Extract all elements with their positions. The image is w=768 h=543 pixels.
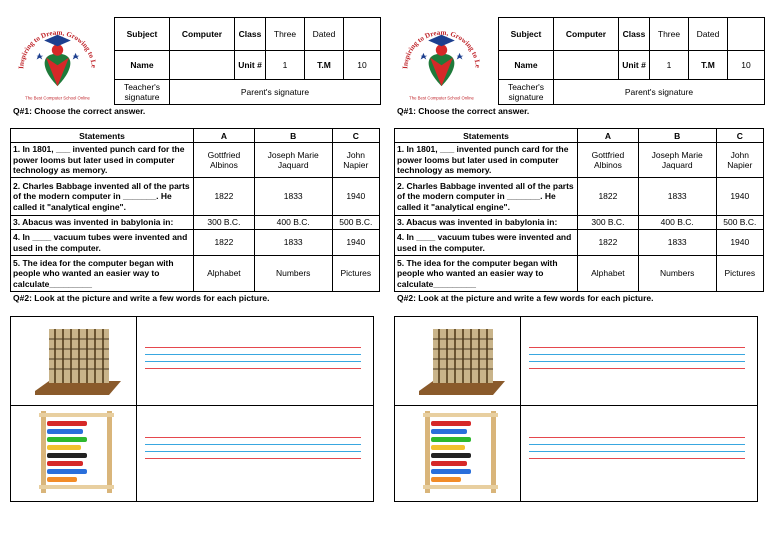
col-b: B bbox=[638, 129, 716, 143]
question-2-prompt: Q#2: Look at the picture and write a few words for each picture. bbox=[397, 293, 654, 303]
option-a[interactable]: Alphabet bbox=[194, 256, 255, 292]
divider bbox=[520, 317, 521, 501]
option-c[interactable]: Pictures bbox=[332, 256, 379, 292]
teacher-signature-label: Teacher's signature bbox=[115, 80, 170, 105]
table-row bbox=[395, 256, 764, 292]
col-c: C bbox=[332, 129, 379, 143]
name-value[interactable] bbox=[170, 51, 235, 80]
logo-tagline: The Best Computer School Online bbox=[409, 95, 474, 101]
table-row bbox=[11, 256, 380, 292]
question-1-prompt: Q#1: Choose the correct answer. bbox=[13, 106, 146, 116]
statement: 2. Charles Babbage invented all of the parts of the modern computer in _______. He called it "analytical engine". bbox=[395, 178, 578, 216]
option-a[interactable]: 1822 bbox=[578, 230, 639, 256]
name-label: Name bbox=[499, 51, 554, 80]
teacher-signature-label: Teacher's signature bbox=[499, 80, 554, 105]
option-a[interactable]: 300 B.C. bbox=[578, 216, 639, 230]
col-a: A bbox=[194, 129, 255, 143]
statement: 5. The idea for the computer began with people who wanted an easier way to calculate_________ bbox=[395, 256, 578, 292]
header-table bbox=[498, 17, 765, 105]
header-table bbox=[114, 17, 381, 105]
option-a[interactable]: 1822 bbox=[194, 230, 255, 256]
question-1-table bbox=[10, 128, 380, 292]
unit-value: 1 bbox=[266, 51, 305, 80]
dated-value[interactable] bbox=[344, 18, 381, 51]
class-value: Three bbox=[266, 18, 305, 51]
table-row bbox=[11, 230, 380, 256]
divider bbox=[136, 317, 137, 501]
option-a[interactable]: Gottfried Albinos bbox=[194, 143, 255, 178]
class-value: Three bbox=[650, 18, 689, 51]
worksheet-right bbox=[394, 0, 766, 543]
option-b[interactable]: 1833 bbox=[638, 178, 716, 216]
difference-engine-image bbox=[413, 321, 509, 401]
unit-label: Unit # bbox=[235, 51, 266, 80]
writing-lines-2[interactable] bbox=[529, 437, 745, 465]
option-c[interactable]: John Napier bbox=[716, 143, 763, 178]
option-c[interactable]: 1940 bbox=[716, 178, 763, 216]
school-logo bbox=[10, 12, 105, 107]
option-c[interactable]: 1940 bbox=[332, 230, 379, 256]
class-label: Class bbox=[619, 18, 650, 51]
option-c[interactable]: John Napier bbox=[332, 143, 379, 178]
picture-writing-box bbox=[394, 316, 758, 502]
worksheet-left bbox=[10, 0, 382, 543]
option-c[interactable]: 1940 bbox=[332, 178, 379, 216]
statement: 3. Abacus was invented in babylonia in: bbox=[395, 216, 578, 230]
table-row bbox=[11, 216, 380, 230]
logo-motto: Inspiring to Dream, Growing to Le bbox=[17, 28, 98, 70]
statement: 5. The idea for the computer began with people who wanted an easier way to calculate_________ bbox=[11, 256, 194, 292]
option-b[interactable]: Numbers bbox=[638, 256, 716, 292]
option-c[interactable]: 1940 bbox=[716, 230, 763, 256]
table-row bbox=[11, 178, 380, 216]
option-c[interactable]: 500 B.C. bbox=[332, 216, 379, 230]
writing-lines-1[interactable] bbox=[529, 347, 745, 375]
statement: 2. Charles Babbage invented all of the parts of the modern computer in _______. He called it "analytical engine". bbox=[11, 178, 194, 216]
statement: 1. In 1801, ___ invented punch card for the power looms but later used in computer technology as memory. bbox=[11, 143, 194, 178]
option-a[interactable]: Alphabet bbox=[578, 256, 639, 292]
col-a: A bbox=[578, 129, 639, 143]
tm-label: T.M bbox=[689, 51, 728, 80]
writing-lines-1[interactable] bbox=[145, 347, 361, 375]
abacus-image bbox=[29, 409, 125, 495]
subject-value: Computer bbox=[554, 18, 619, 51]
parent-signature-label: Parent's signature bbox=[170, 80, 381, 105]
tm-label: T.M bbox=[305, 51, 344, 80]
statement: 1. In 1801, ___ invented punch card for the power looms but later used in computer technology as memory. bbox=[395, 143, 578, 178]
option-a[interactable]: 1822 bbox=[578, 178, 639, 216]
option-a[interactable]: 1822 bbox=[194, 178, 255, 216]
statement: 4. In ____ vacuum tubes were invented and used in the computer. bbox=[11, 230, 194, 256]
subject-value: Computer bbox=[170, 18, 235, 51]
difference-engine-image bbox=[29, 321, 125, 401]
option-b[interactable]: Joseph Marie Jaquard bbox=[638, 143, 716, 178]
name-label: Name bbox=[115, 51, 170, 80]
option-b[interactable]: 400 B.C. bbox=[638, 216, 716, 230]
tm-value: 10 bbox=[344, 51, 381, 80]
option-b[interactable]: 1833 bbox=[254, 230, 332, 256]
writing-lines-2[interactable] bbox=[145, 437, 361, 465]
col-statements: Statements bbox=[395, 129, 578, 143]
option-b[interactable]: 1833 bbox=[254, 178, 332, 216]
class-label: Class bbox=[235, 18, 266, 51]
option-a[interactable]: Gottfried Albinos bbox=[578, 143, 639, 178]
table-row bbox=[395, 230, 764, 256]
dated-label: Dated bbox=[689, 18, 728, 51]
subject-label: Subject bbox=[499, 18, 554, 51]
unit-value: 1 bbox=[650, 51, 689, 80]
logo-tagline: The Best Computer School Online bbox=[25, 95, 90, 101]
abacus-image bbox=[413, 409, 509, 495]
table-row bbox=[395, 216, 764, 230]
dated-value[interactable] bbox=[728, 18, 765, 51]
school-logo bbox=[394, 12, 489, 107]
question-1-table bbox=[394, 128, 764, 292]
logo-motto: Inspiring to Dream, Growing to Le bbox=[401, 28, 482, 70]
picture-writing-box bbox=[10, 316, 374, 502]
option-b[interactable]: Numbers bbox=[254, 256, 332, 292]
question-2-prompt: Q#2: Look at the picture and write a few words for each picture. bbox=[13, 293, 270, 303]
option-b[interactable]: 400 B.C. bbox=[254, 216, 332, 230]
option-c[interactable]: Pictures bbox=[716, 256, 763, 292]
col-b: B bbox=[254, 129, 332, 143]
option-a[interactable]: 300 B.C. bbox=[194, 216, 255, 230]
unit-label: Unit # bbox=[619, 51, 650, 80]
option-c[interactable]: 500 B.C. bbox=[716, 216, 763, 230]
statement: 4. In ____ vacuum tubes were invented and used in the computer. bbox=[395, 230, 578, 256]
tm-value: 10 bbox=[728, 51, 765, 80]
option-b[interactable]: 1833 bbox=[638, 230, 716, 256]
col-c: C bbox=[716, 129, 763, 143]
statement: 3. Abacus was invented in babylonia in: bbox=[11, 216, 194, 230]
table-row bbox=[11, 143, 380, 178]
question-1-prompt: Q#1: Choose the correct answer. bbox=[397, 106, 530, 116]
table-row bbox=[395, 178, 764, 216]
col-statements: Statements bbox=[11, 129, 194, 143]
divider bbox=[11, 405, 373, 406]
dated-label: Dated bbox=[305, 18, 344, 51]
option-b[interactable]: Joseph Marie Jaquard bbox=[254, 143, 332, 178]
divider bbox=[395, 405, 757, 406]
name-value[interactable] bbox=[554, 51, 619, 80]
subject-label: Subject bbox=[115, 18, 170, 51]
parent-signature-label: Parent's signature bbox=[554, 80, 765, 105]
table-row bbox=[395, 143, 764, 178]
